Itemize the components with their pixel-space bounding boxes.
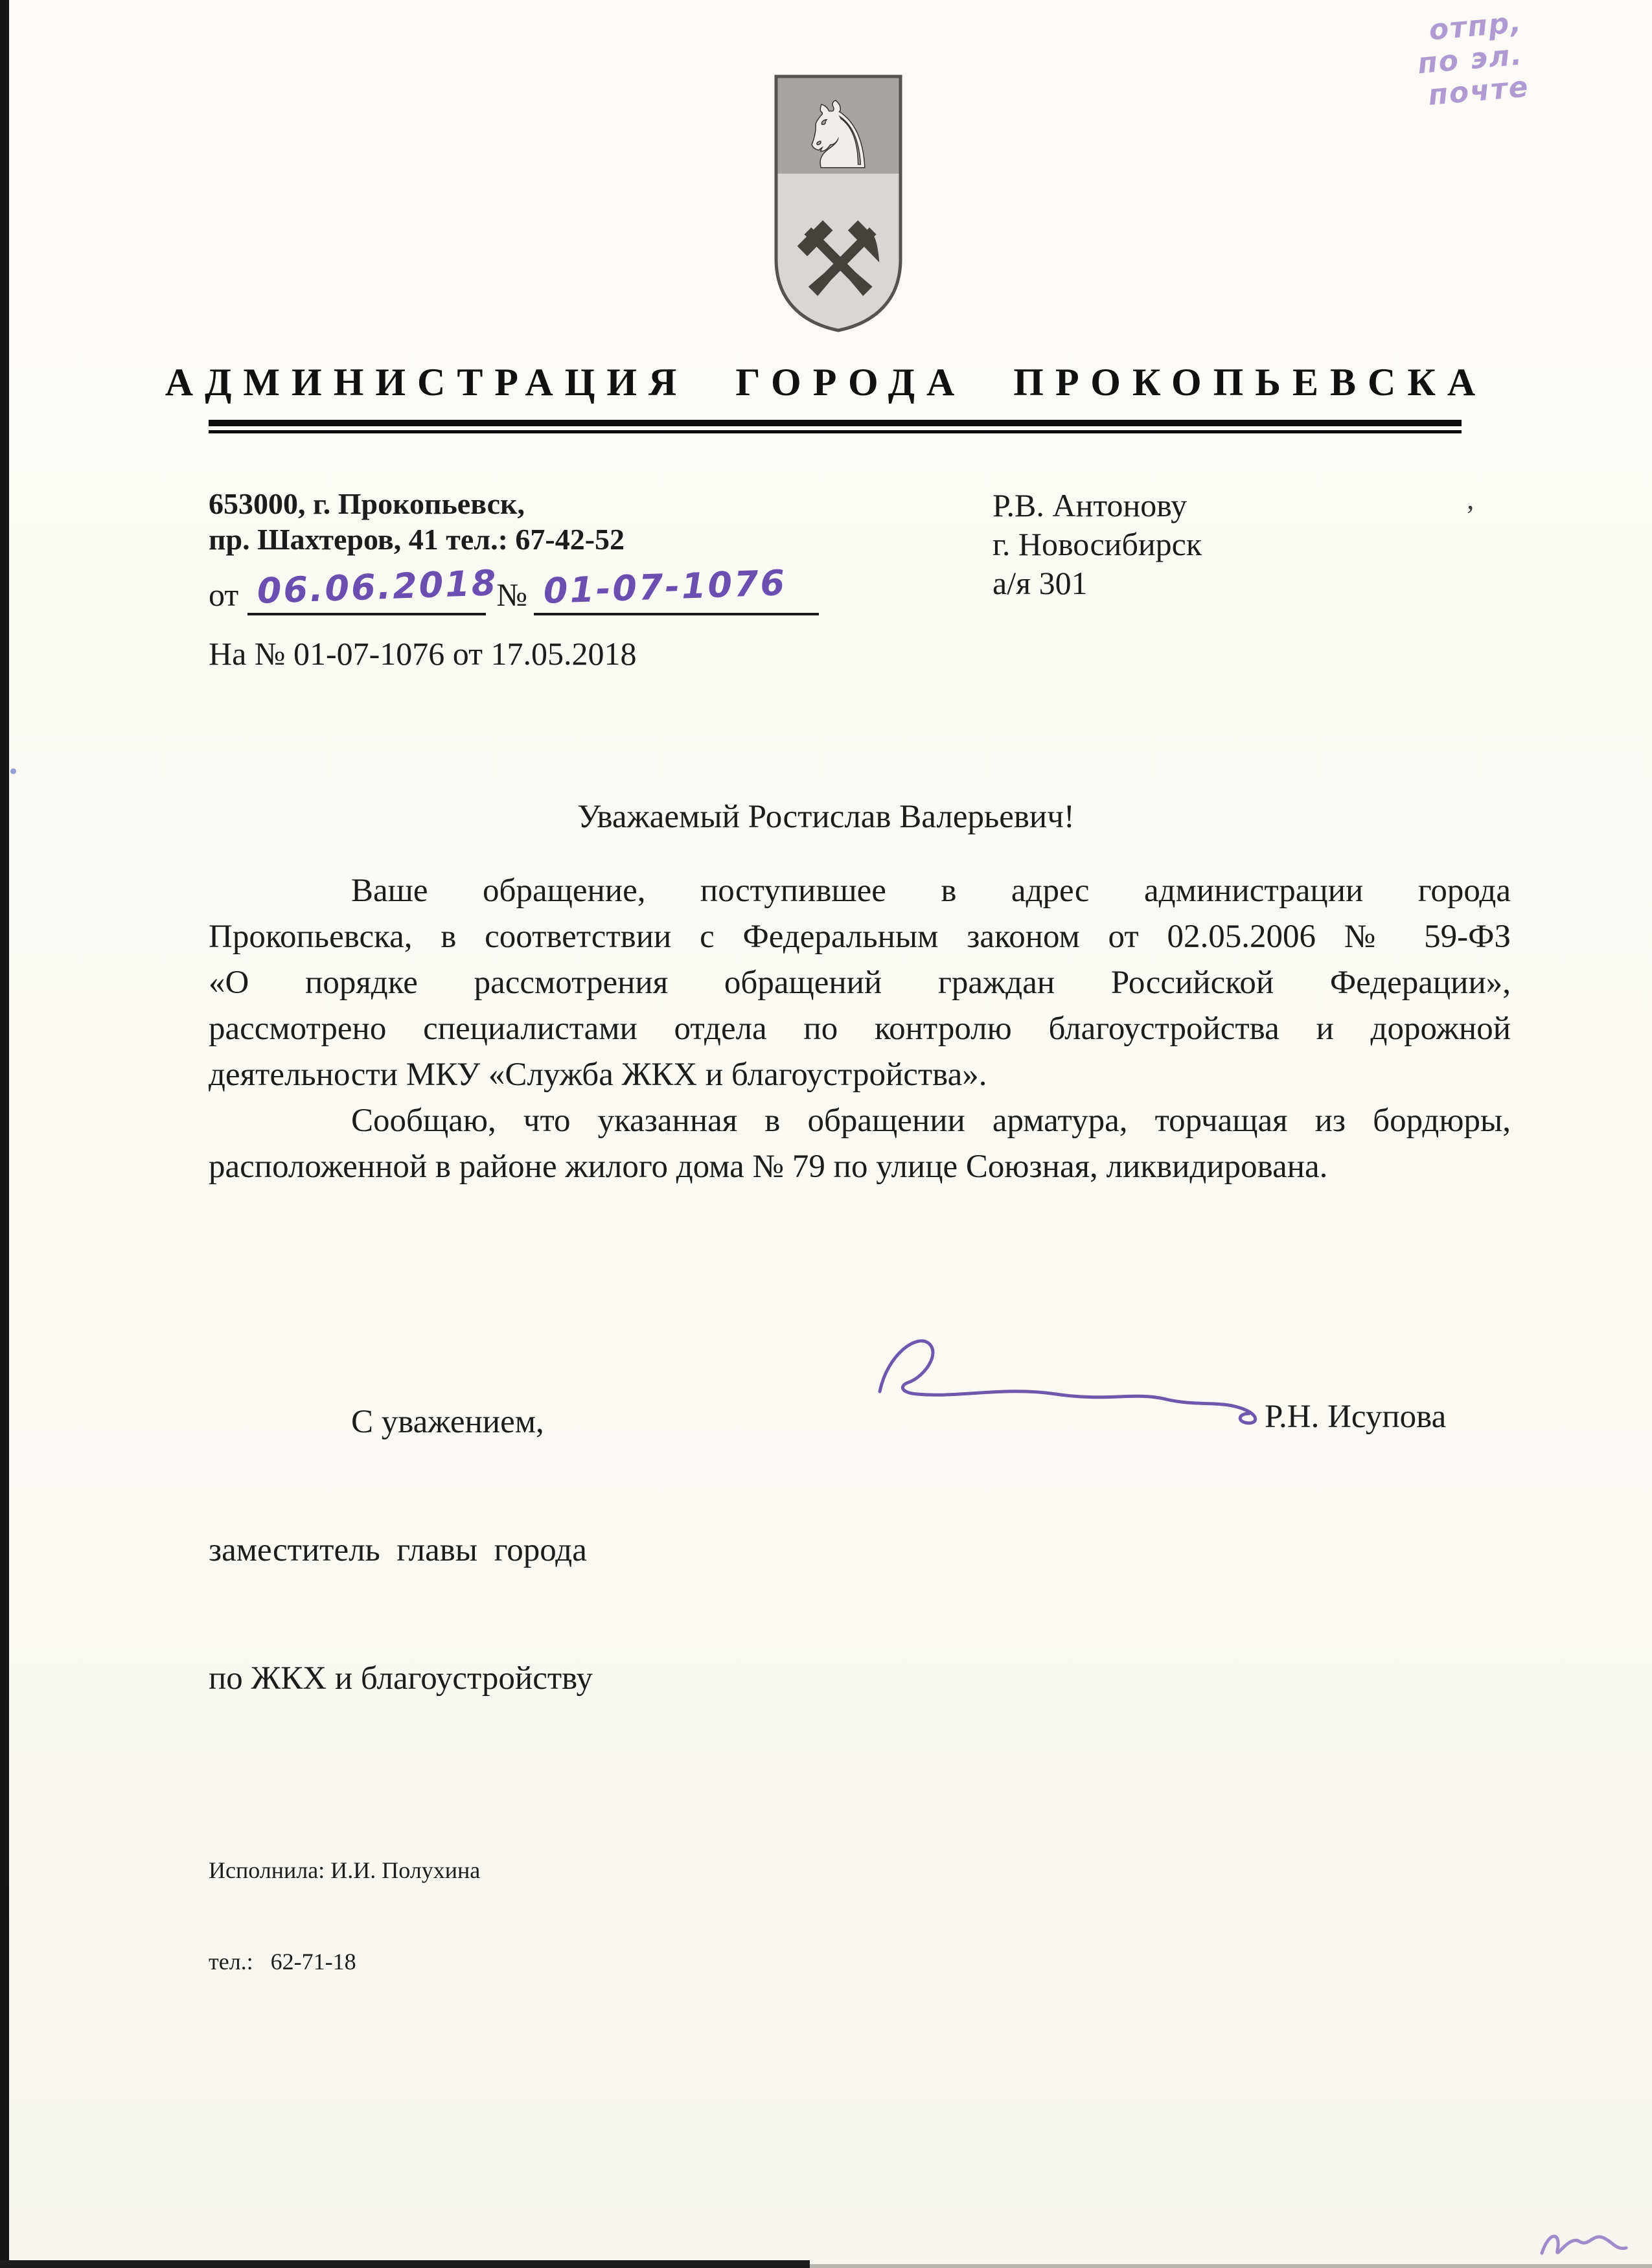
body-line: «О порядке рассмотрения обращений граждан Российской Федерации»,: [209, 965, 1511, 1001]
executor-block: [209, 1794, 480, 2038]
body-line: расположенной в районе жилого дома № 79 по улице Союзная, ликвидирована.: [209, 1149, 1328, 1185]
executor-line: Исполнила: И.И. Полухина: [209, 1857, 481, 1883]
scan-speck-mark: ’: [1465, 499, 1475, 531]
note-line-1: отпр,: [1427, 6, 1524, 47]
signer-name: Р.Н. Исупова: [1265, 1399, 1447, 1435]
outgoing-ref-line: [209, 562, 973, 615]
recipient-city: г. Новосибирск: [992, 526, 1202, 562]
recipient-pobox: а/я 301: [992, 565, 1088, 601]
handwritten-email-note: [1416, 6, 1531, 112]
scan-edge-left: [0, 0, 9, 2268]
signature-scribble: [862, 1315, 1289, 1445]
date-blank-line: [247, 562, 499, 615]
body-line: Сообщаю, что указанная в обращении арматура, торчащая из бордюры,: [351, 1103, 1511, 1139]
horse-icon: ♞: [797, 84, 879, 189]
letterhead-rule-thick: [209, 420, 1462, 426]
incoming-reference-line: На № 01-07-1076 от 17.05.2018: [209, 636, 637, 672]
coat-of-arms: [770, 73, 907, 336]
corner-handwriting-mark: [1537, 2222, 1640, 2265]
from-label: от: [209, 577, 239, 613]
sender-address-line1: 653000, г. Прокопьевск,: [209, 487, 525, 520]
scan-edge-bottom: [0, 2260, 810, 2268]
coat-of-arms-svg: [770, 73, 907, 336]
body-line: Ваше обращение, поступившее в адрес администрации города: [351, 873, 1511, 909]
note-line-2: по эл.: [1416, 38, 1524, 81]
letterhead-rule-thin: [209, 430, 1462, 433]
closing-position-line2: по ЖКХ и благоустройству: [209, 1660, 593, 1697]
scan-edge-bottom-light: [810, 2264, 1652, 2268]
number-blank-line: [534, 562, 819, 615]
letter-body: [209, 868, 1511, 1190]
crossed-hammers-icon: ⚒: [792, 200, 885, 321]
sender-block: [209, 486, 973, 672]
body-line: Прокопьевска, в соответствии с Федеральным законом от 02.05.2006 № 59-ФЗ: [209, 919, 1511, 955]
salutation: Уважаемый Ростислав Валерьевич!: [577, 799, 1075, 835]
number-label: №: [496, 577, 527, 613]
closing-position-line1: заместитель главы города: [209, 1532, 587, 1568]
closing-regards: С уважением,: [351, 1404, 544, 1440]
handwritten-number: 01-07-1076: [542, 562, 788, 612]
executor-phone: тел.: 62-71-18: [209, 1949, 356, 1975]
closing-block: [209, 1315, 593, 1785]
letterhead-title: АДМИНИСТРАЦИЯ ГОРОДА ПРОКОПЬЕВСКА: [165, 361, 1487, 404]
sender-address-line2: пр. Шахтеров, 41 тел.: 67-42-52: [209, 523, 625, 556]
body-line: деятельности МКУ «Служба ЖКХ и благоустройства».: [209, 1057, 987, 1093]
recipient-name: Р.В. Антонову: [992, 487, 1187, 523]
handwritten-date: 06.06.2018: [257, 562, 499, 612]
signature-path: [880, 1341, 1256, 1423]
body-line: рассмотрено специалистами отдела по контролю благоустройства и дорожной: [209, 1011, 1511, 1047]
note-line-3: почте: [1427, 70, 1531, 112]
corner-mark-path: [1542, 2236, 1626, 2253]
scan-speck-dot: [10, 768, 16, 774]
recipient-block: [992, 486, 1202, 602]
